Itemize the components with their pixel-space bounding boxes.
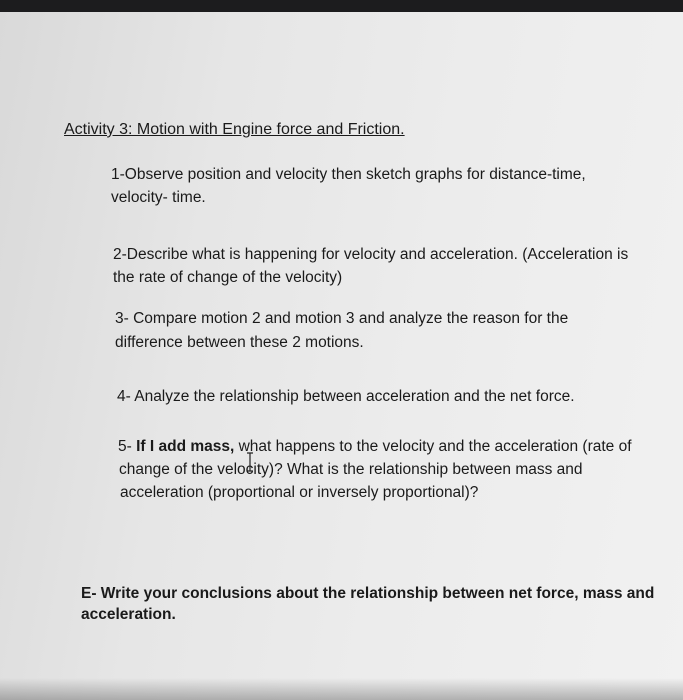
question-1-line-1: 1-Observe position and velocity then sketch graphs for distance-time,: [111, 166, 586, 183]
worksheet-page: [0, 12, 683, 700]
question-1-line-2: velocity- time.: [111, 189, 206, 206]
question-2-line-1: 2-Describe what is happening for velocity and acceleration. (Acceleration is: [113, 246, 629, 263]
question-3-line-1: 3- Compare motion 2 and motion 3 and analyze the reason for the: [115, 310, 569, 327]
text-cursor-icon: [245, 452, 255, 472]
question-4-line-1: 4- Analyze the relationship between acceleration and the net force.: [117, 388, 575, 405]
question-2-line-2: the rate of change of the velocity): [113, 269, 343, 286]
question-5-prefix: 5-: [118, 438, 137, 455]
page-edge-shadow: [0, 678, 683, 700]
question-5-line-3: acceleration (proportional or inversely proportional)?: [120, 484, 479, 501]
conclusion-line-1: E- Write your conclusions about the relationship between net force, mass and: [81, 585, 655, 602]
question-3-line-2: difference between these 2 motions.: [115, 334, 364, 351]
conclusion-line-2: acceleration.: [81, 606, 176, 623]
question-5-bold-phrase: If I add mass,: [136, 438, 235, 455]
question-5-line-2: change of the velocity)? What is the relationship between mass and: [119, 461, 583, 478]
activity-title: Activity 3: Motion with Engine force and Friction.: [64, 121, 405, 138]
question-5-line-1-rest: what happens to the velocity and the acceleration (rate of: [234, 438, 632, 455]
question-5-line-1: [118, 436, 632, 458]
